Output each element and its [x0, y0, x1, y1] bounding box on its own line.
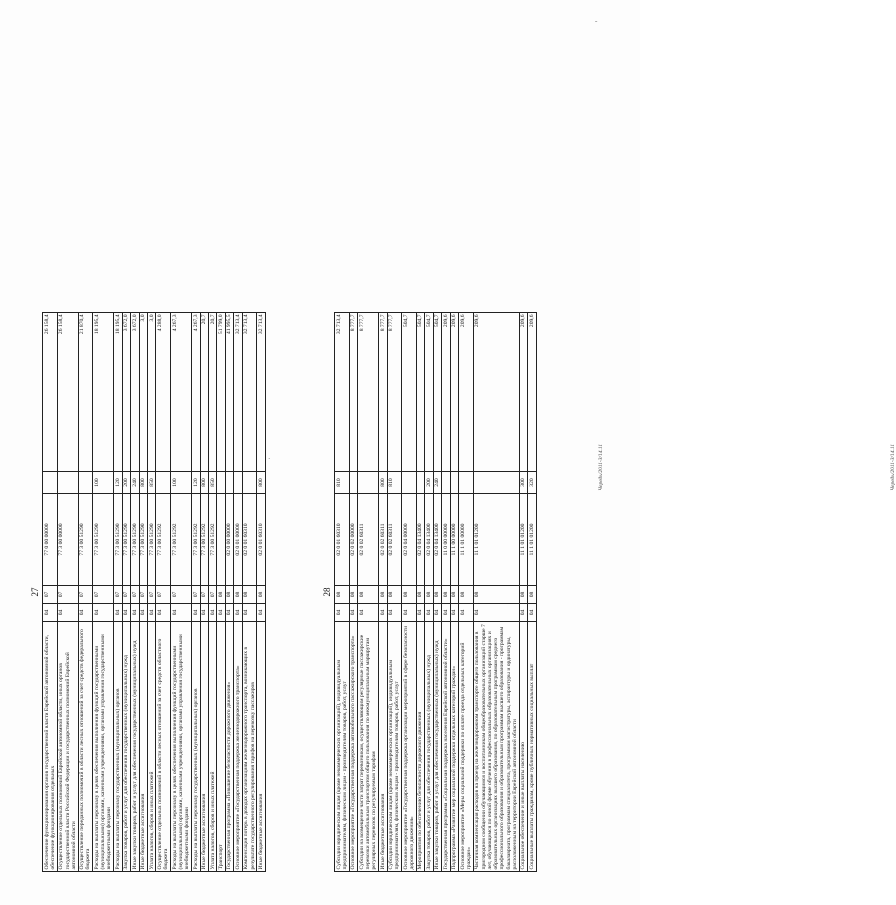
row-target-article: 02 0 04 00000 — [402, 494, 417, 586]
table-row — [78, 313, 93, 872]
row-name: Государственная программа «Социальная поддержка населения Еврейской автономной области» — [442, 622, 450, 872]
page-right — [322, 314, 896, 872]
row-amount: 32 713,4 — [257, 313, 265, 472]
row-section: 04 — [234, 604, 242, 622]
row-section: 04 — [156, 604, 171, 622]
row-section: 04 — [139, 604, 147, 622]
budget-table-right — [334, 312, 537, 872]
row-section: 04 — [78, 604, 93, 622]
row-target-article: 02 0 02 60311 — [387, 494, 402, 586]
table-row — [148, 313, 156, 872]
table-row — [234, 313, 242, 872]
table-row — [156, 313, 171, 872]
row-name: Иные бюджетные ассигнования — [379, 622, 387, 872]
row-expense-type — [57, 472, 78, 494]
row-target-article — [217, 494, 225, 586]
row-name: Основное мероприятие «Государственная поддержка автомобильного пассажирского транспорта» — [349, 622, 357, 872]
row-expense-type: 800 — [257, 472, 265, 494]
row-expense-type: 810 — [335, 472, 350, 494]
row-expense-type: 240 — [433, 472, 441, 494]
row-subsection: 07 — [78, 586, 93, 604]
row-target-article: 02 0 01 60310 — [242, 494, 257, 586]
row-expense-type — [416, 472, 424, 494]
row-target-article: 77 3 00 51290 — [114, 494, 122, 586]
row-amount: 209,6 — [519, 313, 527, 472]
table-row — [349, 313, 357, 872]
row-amount: 504,7 — [402, 313, 417, 472]
row-expense-type: 800 — [139, 472, 147, 494]
row-target-article: 77 3 00 51290 — [78, 494, 93, 586]
row-section: 04 — [387, 604, 402, 622]
row-target-article: 77 3 00 51290 — [122, 494, 130, 586]
row-subsection: 07 — [43, 586, 58, 604]
row-expense-type — [43, 472, 58, 494]
row-subsection: 08 — [459, 586, 474, 604]
table-row — [473, 313, 519, 872]
row-expense-type: 240 — [131, 472, 139, 494]
row-section: 04 — [192, 604, 200, 622]
row-amount: 4 267,3 — [171, 313, 192, 472]
table-row — [192, 313, 200, 872]
row-name: Закупка товаров, работ и услуг для обеспечения государственных (муниципальных) нужд — [425, 622, 433, 872]
row-amount: 504,7 — [416, 313, 424, 472]
row-expense-type — [358, 472, 379, 494]
row-target-article: 02 0 01 60310 — [335, 494, 350, 586]
row-target-article: 11 1 00 00000 — [450, 494, 458, 586]
row-section: 04 — [93, 604, 114, 622]
table-row — [242, 313, 257, 872]
row-expense-type: 300 — [519, 472, 527, 494]
table-row — [225, 313, 233, 872]
row-expense-type: 800 — [200, 472, 208, 494]
row-amount: 26 158,4 — [43, 313, 58, 472]
row-target-article: 77 3 00 00000 — [57, 494, 78, 586]
row-expense-type — [402, 472, 417, 494]
row-subsection: 08 — [442, 586, 450, 604]
row-section: 04 — [402, 604, 417, 622]
table-row — [171, 313, 192, 872]
row-name: Иные бюджетные ассигнования — [200, 622, 208, 872]
row-name: Иные закупки товаров, работ и услуг для обеспечения государственных (муниципальных) нужд — [131, 622, 139, 872]
row-amount: 504,7 — [425, 313, 433, 472]
row-section: 04 — [57, 604, 78, 622]
row-expense-type: 100 — [93, 472, 114, 494]
row-amount: 26 158,4 — [57, 313, 78, 472]
row-section: 04 — [433, 604, 441, 622]
row-expense-type — [234, 472, 242, 494]
row-amount: 32 713,4 — [242, 313, 257, 472]
row-name: Уплата налогов, сборов и иных платежей — [208, 622, 216, 872]
row-name: Подпрограмма «Развитие мер социальной поддержки отдельных категорий граждан» — [450, 622, 458, 872]
row-name: Транспорт — [217, 622, 225, 872]
row-expense-type: 200 — [122, 472, 130, 494]
table-row — [519, 313, 527, 872]
row-subsection: 08 — [217, 586, 225, 604]
row-subsection: 08 — [402, 586, 417, 604]
row-subsection: 07 — [57, 586, 78, 604]
row-subsection: 07 — [131, 586, 139, 604]
table-row — [139, 313, 147, 872]
row-subsection: 07 — [208, 586, 216, 604]
row-name: Осуществление отдельных полномочий Еврейской автономной области, иных органов государственной власти Российской Федерации и государственных полномочий Еврейской автономной области — [57, 622, 78, 872]
row-name: Иные бюджетные ассигнования — [257, 622, 265, 872]
row-target-article: 11 1 01 01200 — [528, 494, 536, 586]
row-name: Осуществление переданных полномочий в области лесных отношений за счет средств федерального бюджета — [78, 622, 93, 872]
row-section: 04 — [335, 604, 350, 622]
row-name: Субсидии на возмещение части затрат перевозчикам, осуществляющим регулярные пассажирские перевозки автомобильным транспортом общего пользования по межмуниципальным маршрутам регулярных перевозок по регулируемым тарифам — [358, 622, 379, 872]
row-amount: 209,6 — [450, 313, 458, 472]
row-amount: 209,6 — [473, 313, 519, 472]
row-name: Субсидии юридическим лицам (кроме некоммерческих организаций), индивидуальным предпринимателям, физическим лицам - производителям товаров, работ, услуг — [387, 622, 402, 872]
row-amount: 21 870,4 — [78, 313, 93, 472]
row-expense-type — [225, 472, 233, 494]
row-section: 04 — [519, 604, 527, 622]
row-expense-type — [349, 472, 357, 494]
row-section: 04 — [473, 604, 519, 622]
table-row — [402, 313, 417, 872]
row-amount: 32 713,4 — [234, 313, 242, 472]
budget-table-left — [42, 312, 266, 872]
row-expense-type: 200 — [425, 472, 433, 494]
row-target-article: 02 0 02 00000 — [349, 494, 357, 586]
row-section: 04 — [114, 604, 122, 622]
row-name: Уплата налогов, сборов и иных платежей — [148, 622, 156, 872]
table-row — [433, 313, 441, 872]
row-subsection: 08 — [473, 586, 519, 604]
row-subsection: 07 — [122, 586, 130, 604]
row-amount: 8 777,7 — [358, 313, 379, 472]
row-target-article: 11 1 01 00000 — [459, 494, 474, 586]
row-amount: 51 799,0 — [217, 313, 225, 472]
row-section: 04 — [171, 604, 192, 622]
row-name: Иные бюджетные ассигнования — [139, 622, 147, 872]
table-row — [122, 313, 130, 872]
row-subsection: 08 — [242, 586, 257, 604]
row-amount: 504,7 — [433, 313, 441, 472]
row-section: 04 — [257, 604, 265, 622]
row-section: 04 — [242, 604, 257, 622]
table-row — [43, 313, 58, 872]
row-name: Мероприятия по обеспечению безопасности дорожного движения — [416, 622, 424, 872]
row-target-article: 77 3 00 51290 — [93, 494, 114, 586]
table-row — [131, 313, 139, 872]
row-target-article: 02 0 02 60311 — [358, 494, 379, 586]
row-subsection: 08 — [519, 586, 527, 604]
row-subsection: 08 — [225, 586, 233, 604]
row-section: 04 — [122, 604, 130, 622]
table-row — [257, 313, 265, 872]
row-target-article: 02 0 01 00000 — [234, 494, 242, 586]
table-row — [93, 313, 114, 872]
row-name: Осуществление отдельных полномочий в области лесных отношений за счет средств областного бюджета — [156, 622, 171, 872]
row-target-article: 11 0 00 00000 — [442, 494, 450, 586]
row-target-article: 02 0 04 13400 — [433, 494, 441, 586]
row-target-article: 77 3 00 51290 — [131, 494, 139, 586]
row-name: Социальное обеспечение и иные выплаты населению — [519, 622, 527, 872]
row-section: 04 — [225, 604, 233, 622]
row-amount: 3 672,0 — [122, 313, 130, 472]
row-section: 04 — [200, 604, 208, 622]
row-amount: 32 713,4 — [335, 313, 350, 472]
row-target-article: 77 3 00 51292 — [156, 494, 171, 586]
row-target-article: 77 3 00 51290 — [148, 494, 156, 586]
table-row — [217, 313, 225, 872]
row-subsection: 08 — [257, 586, 265, 604]
row-subsection: 08 — [349, 586, 357, 604]
row-name: Расходы на выплаты персоналу государственных (муниципальных) органов — [114, 622, 122, 872]
row-subsection: 07 — [93, 586, 114, 604]
row-target-article: 77 3 00 51290 — [139, 494, 147, 586]
row-name: Обеспечение функционирования органов государственной власти Еврейской автономной области, обеспечение функционирования отдельных — [43, 622, 58, 872]
row-expense-type — [217, 472, 225, 494]
row-target-article: 02 0 01 60310 — [257, 494, 265, 586]
row-subsection: 08 — [416, 586, 424, 604]
row-subsection: 08 — [234, 586, 242, 604]
row-name: Основное мероприятие «Меры социальной поддержки по оплате проезда отдельных категорий граждан» — [459, 622, 474, 872]
row-subsection: 08 — [358, 586, 379, 604]
page-number: 27 — [30, 587, 40, 597]
row-subsection: 07 — [200, 586, 208, 604]
row-name: Основное мероприятие «Государственная поддержка железнодорожного транспорта» — [234, 622, 242, 872]
row-amount: 4 267,3 — [192, 313, 200, 472]
row-expense-type — [473, 472, 519, 494]
table-row — [208, 313, 216, 872]
row-name: Расходы на выплаты персоналу в целях обеспечения выполнения функций государственными (муниципальными) органами, казенными учреждениями, органами управления государственными внебюджетными фондами — [93, 622, 114, 872]
row-target-article: 11 1 01 01200 — [473, 494, 519, 586]
row-expense-type: 850 — [148, 472, 156, 494]
row-expense-type — [459, 472, 474, 494]
row-expense-type: 100 — [171, 472, 192, 494]
row-amount: 4 288,0 — [156, 313, 171, 472]
row-target-article: 11 1 01 01200 — [519, 494, 527, 586]
row-subsection: 08 — [528, 586, 536, 604]
row-expense-type — [450, 472, 458, 494]
row-amount: 209,6 — [528, 313, 536, 472]
row-section: 04 — [379, 604, 387, 622]
row-subsection: 07 — [156, 586, 171, 604]
row-name: Закупка товаров, работ и услуг для обеспечения государственных (муниципальных) нужд — [122, 622, 130, 872]
row-amount: 20,7 — [200, 313, 208, 472]
row-target-article: 77 3 00 51292 — [208, 494, 216, 586]
row-target-article: 02 0 04 13400 — [425, 494, 433, 586]
row-amount: 20,7 — [208, 313, 216, 472]
row-subsection: 07 — [171, 586, 192, 604]
row-subsection: 07 — [148, 586, 156, 604]
row-section: 04 — [148, 604, 156, 622]
row-expense-type: 810 — [387, 472, 402, 494]
table-row — [528, 313, 536, 872]
table-row — [425, 313, 433, 872]
row-amount: 3 672,0 — [131, 313, 139, 472]
row-amount: 8 777,7 — [387, 313, 402, 472]
table-row — [387, 313, 402, 872]
row-subsection: 07 — [114, 586, 122, 604]
row-amount: 209,6 — [442, 313, 450, 472]
row-subsection: 08 — [335, 586, 350, 604]
row-name: Расходы на выплаты персоналу государственных (муниципальных) органов — [192, 622, 200, 872]
row-section: 04 — [450, 604, 458, 622]
table-row — [335, 313, 350, 872]
row-target-article: 77 3 00 51292 — [171, 494, 192, 586]
row-section: 04 — [217, 604, 225, 622]
row-name: Компенсация потерь в доходах организациям железнодорожного транспорта, возникающих в результате государственного регулирования тарифов на перевозку пассажиров — [242, 622, 257, 872]
row-amount: 8 777,7 — [349, 313, 357, 472]
row-section: 04 — [459, 604, 474, 622]
row-expense-type — [78, 472, 93, 494]
page-number: 28 — [322, 587, 332, 597]
row-amount: 18 195,4 — [114, 313, 122, 472]
row-subsection: 07 — [192, 586, 200, 604]
row-expense-type — [156, 472, 171, 494]
row-section: 04 — [358, 604, 379, 622]
row-section: 04 — [131, 604, 139, 622]
row-subsection: 08 — [450, 586, 458, 604]
row-target-article: 77 3 00 51292 — [200, 494, 208, 586]
table-row — [442, 313, 450, 872]
row-target-article: 02 0 00 00000 — [225, 494, 233, 586]
row-expense-type: 120 — [114, 472, 122, 494]
row-section: 04 — [416, 604, 424, 622]
row-amount: 8 777,7 — [379, 313, 387, 472]
table-row — [379, 313, 387, 872]
row-expense-type: 320 — [528, 472, 536, 494]
row-name: Расходы на выплаты персоналу в целях обеспечения выполнения функций государственными (муниципальными) органами, казенными учреждениями, органами управления государственными внебюджетными фондами — [171, 622, 192, 872]
table-row — [450, 313, 458, 872]
table-row — [459, 313, 474, 872]
row-section: 04 — [442, 604, 450, 622]
row-expense-type — [442, 472, 450, 494]
page-footer: Чередь/2011-3/14.11 — [598, 444, 604, 491]
row-section: 04 — [528, 604, 536, 622]
row-amount: 3,0 — [148, 313, 156, 472]
row-target-article: 77 3 00 51292 — [192, 494, 200, 586]
row-expense-type: 850 — [208, 472, 216, 494]
row-section: 04 — [349, 604, 357, 622]
row-expense-type — [242, 472, 257, 494]
table-row — [114, 313, 122, 872]
row-amount: 18 195,4 — [93, 313, 114, 472]
row-subsection: 08 — [433, 586, 441, 604]
row-subsection: 08 — [379, 586, 387, 604]
row-section: 04 — [43, 604, 58, 622]
table-row — [57, 313, 78, 872]
table-row — [358, 313, 379, 872]
row-name: Иные закупки товаров, работ и услуг для обеспечения государственных (муниципальных) нужд — [433, 622, 441, 872]
row-amount: 209,6 — [459, 313, 474, 472]
table-row — [200, 313, 208, 872]
row-amount: 41 995,5 — [225, 313, 233, 472]
row-subsection: 08 — [387, 586, 402, 604]
row-target-article: 77 0 00 00000 — [43, 494, 58, 586]
row-section: 04 — [208, 604, 216, 622]
scan-artifact: ˇ — [595, 20, 598, 28]
row-name: Социальные выплаты гражданам, кроме публичных нормативных социальных выплат — [528, 622, 536, 872]
row-target-article: 02 0 02 60311 — [379, 494, 387, 586]
row-name: Частичная компенсация расходов на проезд на железнодорожном транспорте общего пользования в пригородном сообщении обучающимся и воспитанникам общеобразовательных организаций старше 7 лет, обучающимся по очной форме обучения в профессиональных образовательных организациях и образовательных организациях высшего образования, по образовательным программам среднего профессионального образования и образовательным программам высшего образования - программам бакалавриата, программам специалитета, программам магистратуры, аспирантуры и ординатуры, расположенным на территории Еврейской автономной области — [473, 622, 519, 872]
row-name: Государственная программа «Повышение безопасности дорожного движения» — [225, 622, 233, 872]
table-row — [416, 313, 424, 872]
row-subsection: 08 — [425, 586, 433, 604]
row-expense-type: 120 — [192, 472, 200, 494]
row-name: Основное мероприятие «Государственная поддержка организации мероприятий в сфере безопасности дорожного движения» — [402, 622, 417, 872]
row-name: Субсидии юридическим лицам (кроме некоммерческих организаций), индивидуальным предпринимателям, физическим лицам - производителям товаров, работ, услуг — [335, 622, 350, 872]
scan-artifact: · — [268, 455, 271, 463]
page-footer: Чередь/2011-3/14.11 — [890, 444, 896, 491]
row-expense-type: 800 — [379, 472, 387, 494]
row-amount: 3,0 — [139, 313, 147, 472]
row-section: 04 — [425, 604, 433, 622]
row-target-article: 02 0 04 13400 — [416, 494, 424, 586]
row-subsection: 07 — [139, 586, 147, 604]
